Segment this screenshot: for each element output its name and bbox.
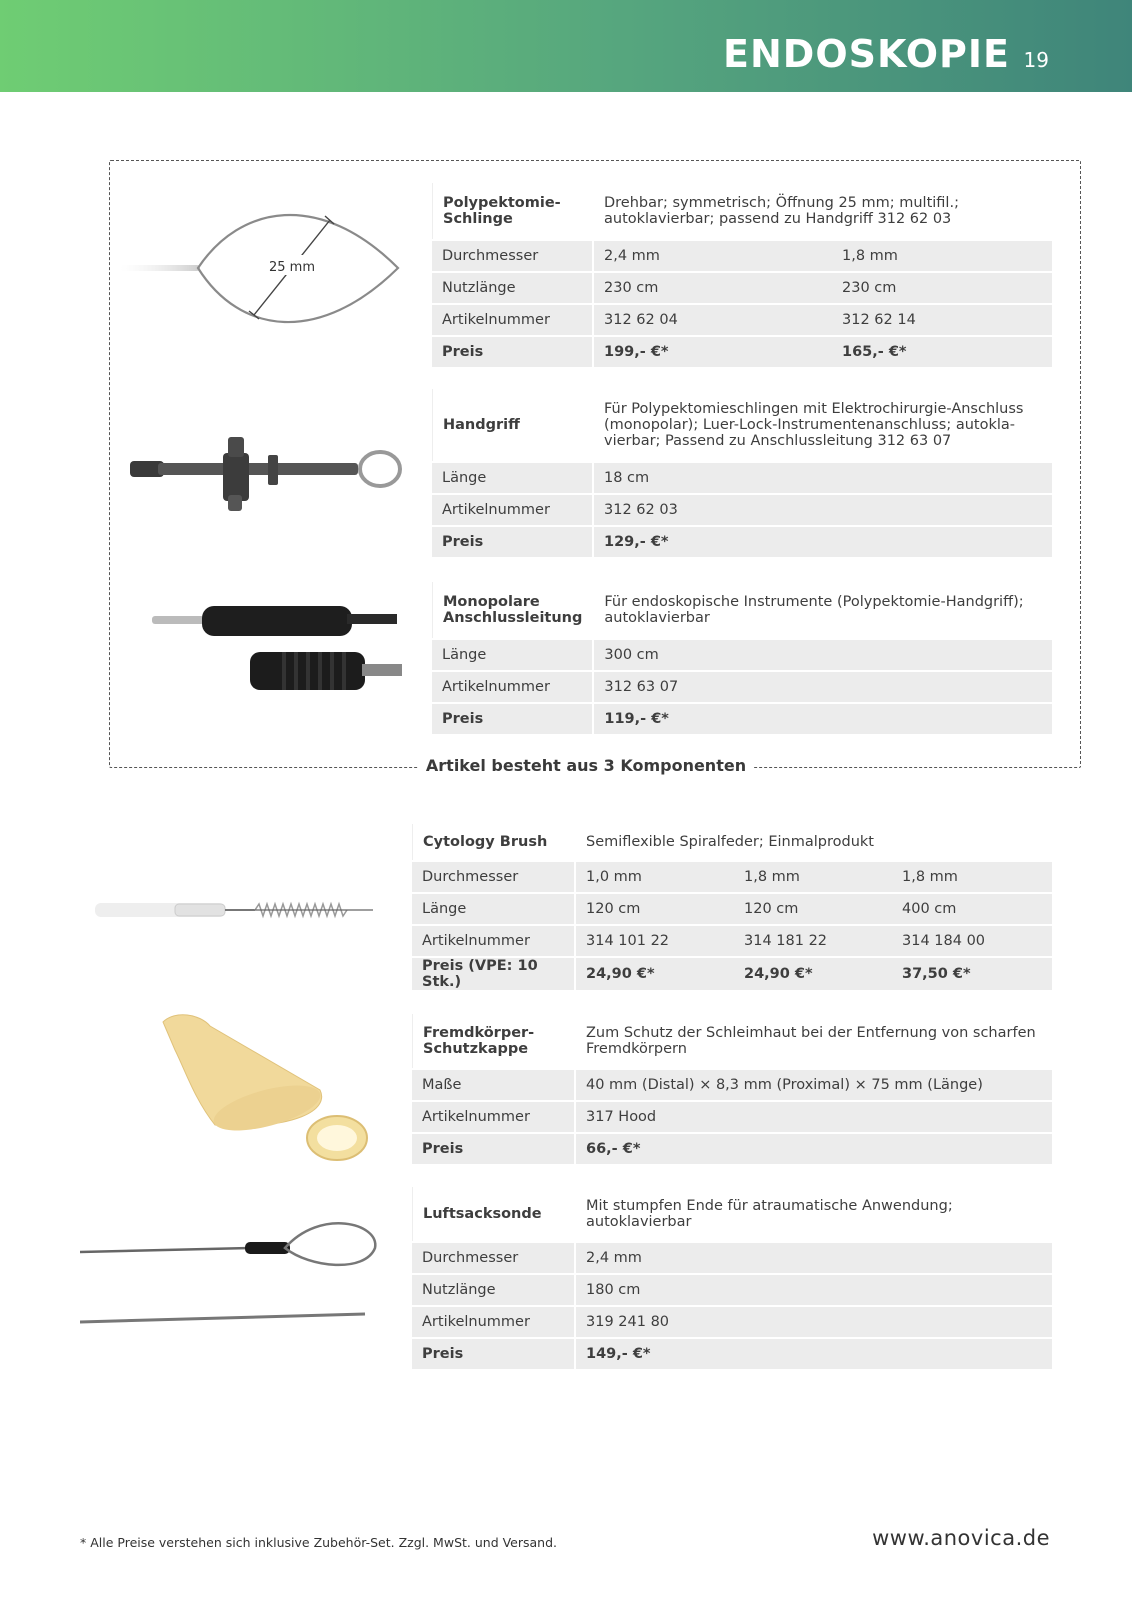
row-label: Artikelnummer xyxy=(412,1102,576,1132)
page-number: 19 xyxy=(1023,48,1049,72)
row-label: Länge xyxy=(432,463,594,493)
cell-value: 180 cm xyxy=(576,1275,1052,1305)
cell-value: 400 cm xyxy=(892,894,1052,924)
cell-value: 1,8 mm xyxy=(892,862,1052,892)
cell-value: 1,8 mm xyxy=(734,862,892,892)
connection-cable-image xyxy=(152,598,402,708)
row-label: Durchmesser xyxy=(412,1243,576,1273)
cell-value: 314 181 22 xyxy=(734,926,892,956)
row-label: Preis xyxy=(412,1339,576,1369)
row-label: Preis xyxy=(412,1134,576,1164)
row-label: Artikelnummer xyxy=(432,495,594,525)
protective-hood-image xyxy=(155,1010,375,1170)
row-label: Maße xyxy=(412,1070,576,1100)
cell-value: 1,8 mm xyxy=(832,241,1052,271)
row-label: Durchmesser xyxy=(412,862,576,892)
product-name: Polypektomie-Schlinge xyxy=(432,183,594,239)
product-description: Zum Schutz der Schleimhaut bei der Entfernung von scharfen Fremdkörpern xyxy=(576,1014,1052,1068)
product-description: Drehbar; symmetrisch; Öffnung 25 mm; multifil.; autoklavierbar; passend zu Handgriff 312 62 03 xyxy=(594,183,1052,239)
cell-value: 312 63 07 xyxy=(594,672,1052,702)
spec-table-connection-cable xyxy=(432,580,1052,736)
price-value: 37,50 €* xyxy=(892,958,1052,990)
cell-value: 230 cm xyxy=(832,273,1052,303)
cell-value: 18 cm xyxy=(594,463,1052,493)
snare-dimension-label: 25 mm xyxy=(268,260,316,275)
row-label: Durchmesser xyxy=(432,241,594,271)
price-value: 66,- €* xyxy=(576,1134,1052,1164)
price-value: 165,- €* xyxy=(832,337,1052,367)
cell-value: 1,0 mm xyxy=(576,862,734,892)
price-footnote: * Alle Preise verstehen sich inklusive Zubehör-Set. Zzgl. MwSt. und Versand. xyxy=(80,1535,558,1550)
section-title: ENDOSKOPIE xyxy=(723,32,1010,76)
product-name: Fremdkörper-Schutzkappe xyxy=(412,1014,576,1068)
cell-value: 314 184 00 xyxy=(892,926,1052,956)
product-description: Für endoskopische Instrumente (Polypektomie-Handgriff); autoklavierbar xyxy=(594,582,1052,638)
cell-value: 2,4 mm xyxy=(594,241,832,271)
cell-value: 312 62 03 xyxy=(594,495,1052,525)
cell-value: 312 62 04 xyxy=(594,305,832,335)
price-value: 129,- €* xyxy=(594,527,1052,557)
page-header xyxy=(0,0,1132,92)
cell-value: 300 cm xyxy=(594,640,1052,670)
spec-table-air-sac-probe xyxy=(412,1185,1052,1371)
product-description: Mit stumpfen Ende für atraumatische Anwendung; autoklavierbar xyxy=(576,1187,1052,1241)
price-value: 24,90 €* xyxy=(576,958,734,990)
row-label: Preis xyxy=(432,337,594,367)
product-name: Handgriff xyxy=(432,389,594,461)
spec-table-handle xyxy=(432,387,1052,559)
row-label: Länge xyxy=(412,894,576,924)
cell-value: 120 cm xyxy=(576,894,734,924)
cytology-brush-image xyxy=(95,895,380,925)
price-value: 149,- €* xyxy=(576,1339,1052,1369)
cell-value: 319 241 80 xyxy=(576,1307,1052,1337)
component-set-caption: Artikel besteht aus 3 Komponenten xyxy=(418,752,754,780)
product-description: Semiflexible Spiralfeder; Einmalprodukt xyxy=(576,824,1052,860)
handle-image xyxy=(128,435,408,515)
cell-value: 120 cm xyxy=(734,894,892,924)
polypectomy-snare-image xyxy=(120,195,420,355)
cell-value: 40 mm (Distal) × 8,3 mm (Proximal) × 75 mm (Länge) xyxy=(576,1070,1052,1100)
row-label: Nutzlänge xyxy=(412,1275,576,1305)
price-value: 119,- €* xyxy=(594,704,1052,734)
row-label: Preis xyxy=(432,704,594,734)
cell-value: 314 101 22 xyxy=(576,926,734,956)
product-description: Für Polypektomieschlingen mit Elektrochirurgie-Anschluss (monopolar); Luer-Lock-Instrumentenanschluss; autokla-vierbar; Passend zu Anschlussleitung 312 63 07 xyxy=(594,389,1052,461)
price-value: 24,90 €* xyxy=(734,958,892,990)
cell-value: 2,4 mm xyxy=(576,1243,1052,1273)
spec-table-cytology-brush xyxy=(412,822,1052,992)
cell-value: 317 Hood xyxy=(576,1102,1052,1132)
row-label: Artikelnummer xyxy=(432,672,594,702)
row-label: Länge xyxy=(432,640,594,670)
air-sac-probe-image xyxy=(80,1218,380,1328)
row-label: Preis xyxy=(432,527,594,557)
product-name: Luftsacksonde xyxy=(412,1187,576,1241)
row-label: Artikelnummer xyxy=(412,1307,576,1337)
website-link[interactable]: www.anovica.de xyxy=(872,1526,1050,1550)
spec-table-protective-hood xyxy=(412,1012,1052,1166)
row-label: Artikelnummer xyxy=(412,926,576,956)
price-value: 199,- €* xyxy=(594,337,832,367)
row-label: Artikelnummer xyxy=(432,305,594,335)
row-label: Nutzlänge xyxy=(432,273,594,303)
spec-table-polypectomy-snare xyxy=(432,181,1052,369)
cell-value: 230 cm xyxy=(594,273,832,303)
product-name: Monopolare Anschlussleitung xyxy=(432,582,594,638)
product-name: Cytology Brush xyxy=(412,824,576,860)
cell-value: 312 62 14 xyxy=(832,305,1052,335)
row-label: Preis (VPE: 10 Stk.) xyxy=(412,958,576,990)
